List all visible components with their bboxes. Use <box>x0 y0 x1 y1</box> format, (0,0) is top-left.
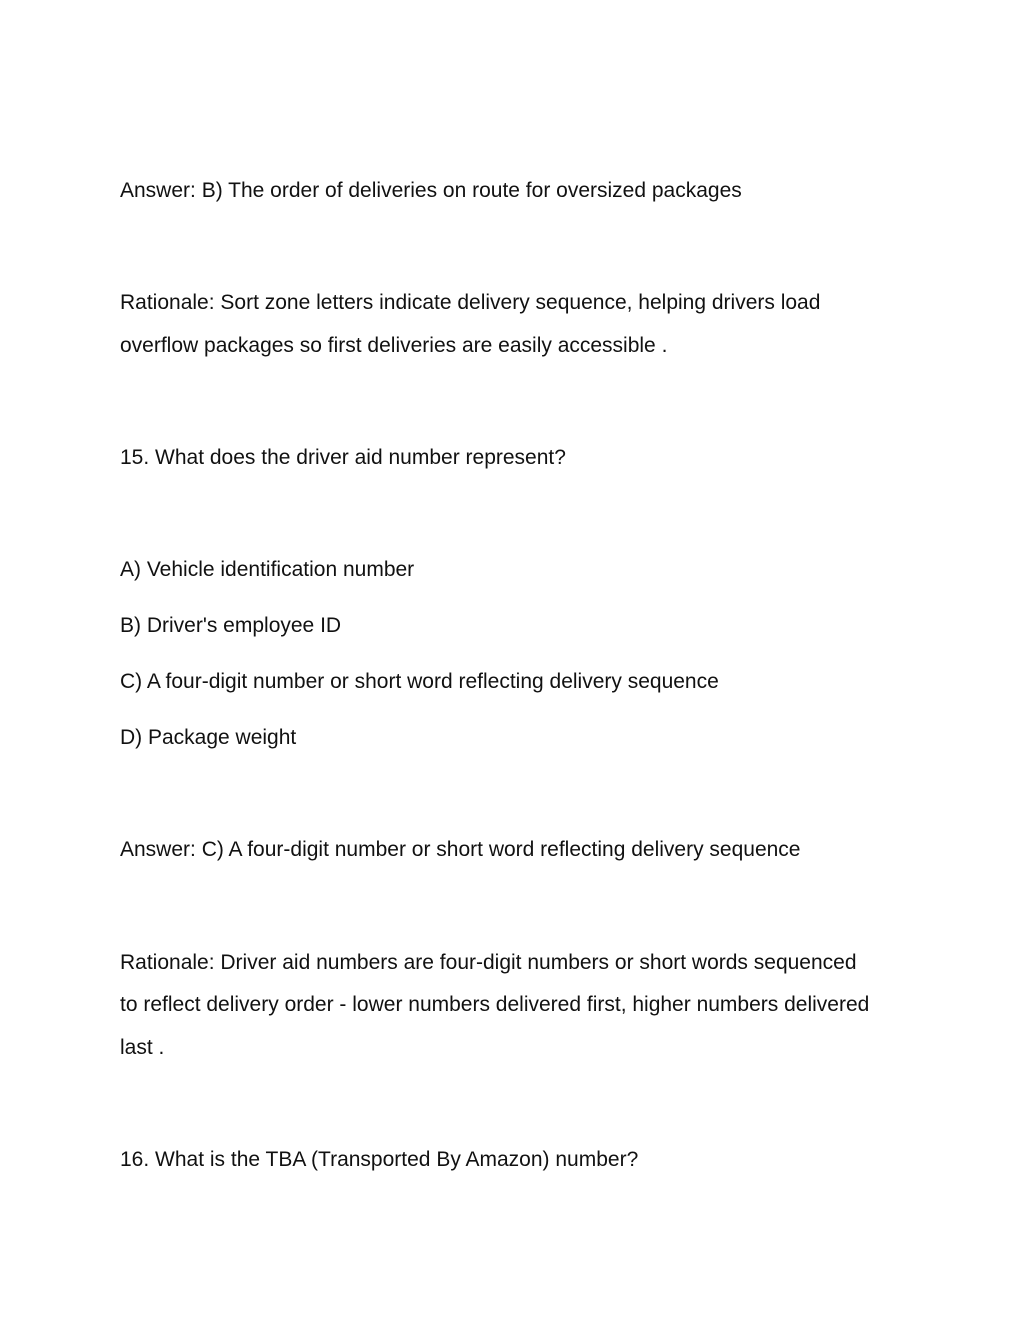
q15-option-d: D) Package weight <box>120 726 297 749</box>
q14-rationale-line-1: Rationale: Sort zone letters indicate delivery sequence, helping drivers load <box>120 291 821 314</box>
q15-rationale-line-2: to reflect delivery order - lower numbers delivered first, higher numbers delivered <box>120 993 870 1016</box>
q15-rationale-line-3: last . <box>120 1036 165 1059</box>
q15-option-c: C) A four-digit number or short word reflecting delivery sequence <box>120 670 719 693</box>
q16-question: 16. What is the TBA (Transported By Amazon) number? <box>120 1148 639 1171</box>
q15-rationale-line-1: Rationale: Driver aid numbers are four-digit numbers or short words sequenced <box>120 951 857 974</box>
q15-option-b: B) Driver's employee ID <box>120 614 342 637</box>
q15-question: 15. What does the driver aid number represent? <box>120 446 566 469</box>
q14-rationale-line-2: overflow packages so first deliveries are easily accessible . <box>120 334 668 357</box>
q14-answer: Answer: B) The order of deliveries on route for oversized packages <box>120 179 742 202</box>
q15-option-a: A) Vehicle identification number <box>120 558 415 581</box>
q15-answer: Answer: C) A four-digit number or short word reflecting delivery sequence <box>120 838 801 861</box>
